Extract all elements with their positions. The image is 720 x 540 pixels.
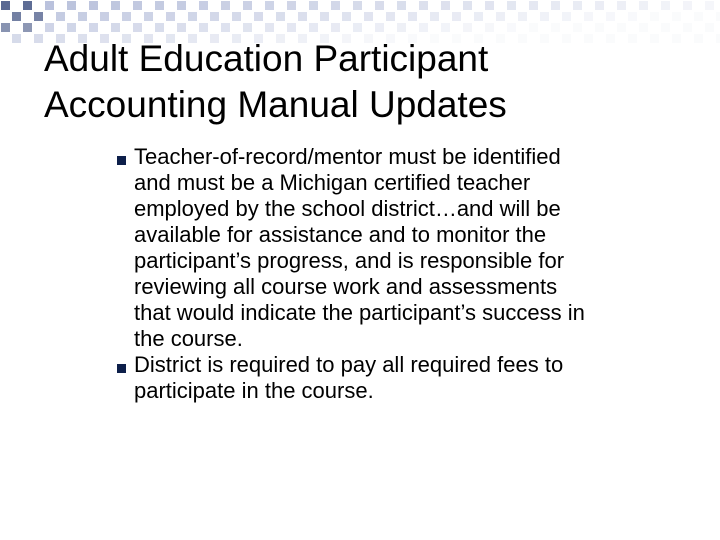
checker-square xyxy=(320,12,329,21)
checker-square xyxy=(683,23,692,32)
checker-square xyxy=(177,1,186,10)
checker-square xyxy=(12,12,21,21)
checker-square xyxy=(606,12,615,21)
checker-square xyxy=(1,1,10,10)
checker-square xyxy=(397,1,406,10)
checker-square xyxy=(694,12,703,21)
checker-square xyxy=(155,23,164,32)
checker-square xyxy=(309,1,318,10)
checker-square xyxy=(683,1,692,10)
slide-title-line-1: Adult Education Participant xyxy=(44,38,489,79)
checker-square xyxy=(474,12,483,21)
checker-square xyxy=(67,23,76,32)
checker-square xyxy=(199,1,208,10)
checker-square xyxy=(1,23,10,32)
checker-square xyxy=(595,23,604,32)
checker-square xyxy=(243,1,252,10)
checker-square xyxy=(408,12,417,21)
checker-square xyxy=(122,12,131,21)
checker-square xyxy=(23,23,32,32)
checker-square xyxy=(265,23,274,32)
checker-square xyxy=(628,12,637,21)
bullet-text-line: reviewing all course work and assessments xyxy=(134,274,558,299)
checker-square xyxy=(34,34,43,43)
checker-square xyxy=(67,1,76,10)
checker-square xyxy=(188,12,197,21)
checker-square xyxy=(650,12,659,21)
checker-square xyxy=(639,23,648,32)
checker-square xyxy=(529,1,538,10)
checker-square xyxy=(221,23,230,32)
checker-square xyxy=(133,1,142,10)
checker-square xyxy=(232,12,241,21)
checker-square xyxy=(144,12,153,21)
slide-title xyxy=(44,36,684,128)
bullet-text-line: participate in the course. xyxy=(134,378,374,403)
checker-square xyxy=(89,23,98,32)
checker-square xyxy=(573,23,582,32)
checker-square xyxy=(716,12,720,21)
checker-square xyxy=(34,12,43,21)
checker-square xyxy=(441,1,450,10)
checker-square xyxy=(353,1,362,10)
checker-square xyxy=(551,23,560,32)
checker-square xyxy=(485,23,494,32)
checker-square xyxy=(716,34,720,43)
checker-square xyxy=(705,23,714,32)
checker-square xyxy=(331,23,340,32)
checker-square xyxy=(661,23,670,32)
checker-square xyxy=(507,1,516,10)
checker-square xyxy=(584,12,593,21)
checker-square xyxy=(298,12,307,21)
square-bullet-icon xyxy=(117,364,126,373)
checker-square xyxy=(540,12,549,21)
checker-square xyxy=(309,23,318,32)
checker-square xyxy=(694,34,703,43)
checker-square xyxy=(276,12,285,21)
checker-square xyxy=(342,12,351,21)
checker-square xyxy=(529,23,538,32)
checker-square xyxy=(639,1,648,10)
checker-square xyxy=(485,1,494,10)
checker-square xyxy=(166,12,175,21)
bullet-text-line: participant’s progress, and is responsible for xyxy=(134,248,565,273)
checker-square xyxy=(287,1,296,10)
checker-square xyxy=(78,12,87,21)
checker-square xyxy=(133,23,142,32)
checker-square xyxy=(672,12,681,21)
checker-square xyxy=(375,1,384,10)
checker-square xyxy=(199,23,208,32)
checker-square xyxy=(386,12,395,21)
checker-square xyxy=(12,34,21,43)
checker-square xyxy=(111,23,120,32)
checker-square xyxy=(23,1,32,10)
checker-square xyxy=(254,12,263,21)
bullet-text-line: employed by the school district…and will be xyxy=(134,196,561,221)
bullet-text-line: available for assistance and to monitor the xyxy=(134,222,547,247)
checker-square xyxy=(661,1,670,10)
bullet-text-line: the course. xyxy=(134,326,243,351)
checker-square xyxy=(331,1,340,10)
checker-square xyxy=(419,23,428,32)
bullet-text-line: Teacher-of-record/mentor must be identified xyxy=(134,144,561,169)
checker-square xyxy=(177,23,186,32)
checker-square xyxy=(496,12,505,21)
checker-square xyxy=(562,12,571,21)
bullet-text-line: District is required to pay all required fees to xyxy=(134,352,564,377)
checker-square xyxy=(595,1,604,10)
checker-square xyxy=(89,1,98,10)
checker-square xyxy=(353,23,362,32)
checker-square xyxy=(419,1,428,10)
checker-square xyxy=(705,1,714,10)
checker-square xyxy=(551,1,560,10)
checker-square xyxy=(287,23,296,32)
checker-square xyxy=(441,23,450,32)
bullet-item-district-fees xyxy=(114,352,684,404)
bullet-list xyxy=(114,144,684,404)
checker-square xyxy=(463,1,472,10)
bullet-text-line: that would indicate the participant’s success in xyxy=(134,300,585,325)
checker-square xyxy=(375,23,384,32)
checker-square xyxy=(45,1,54,10)
checker-square xyxy=(243,23,252,32)
slide-title-line-2: Accounting Manual Updates xyxy=(44,84,507,125)
checker-square xyxy=(518,12,527,21)
checker-square xyxy=(617,1,626,10)
checker-square xyxy=(507,23,516,32)
checker-square xyxy=(265,1,274,10)
checker-square xyxy=(430,12,439,21)
checker-square xyxy=(210,12,219,21)
bullet-item-teacher-of-record xyxy=(114,144,684,352)
checker-square xyxy=(221,1,230,10)
checker-square xyxy=(364,12,373,21)
checker-square xyxy=(397,23,406,32)
checker-square xyxy=(452,12,461,21)
checker-square xyxy=(617,23,626,32)
checker-square xyxy=(100,12,109,21)
checker-square xyxy=(573,1,582,10)
checker-square xyxy=(463,23,472,32)
checker-square xyxy=(155,1,164,10)
checker-square xyxy=(45,23,54,32)
square-bullet-icon xyxy=(117,156,126,165)
checker-square xyxy=(111,1,120,10)
checker-square xyxy=(56,12,65,21)
bullet-text-line: and must be a Michigan certified teacher xyxy=(134,170,531,195)
